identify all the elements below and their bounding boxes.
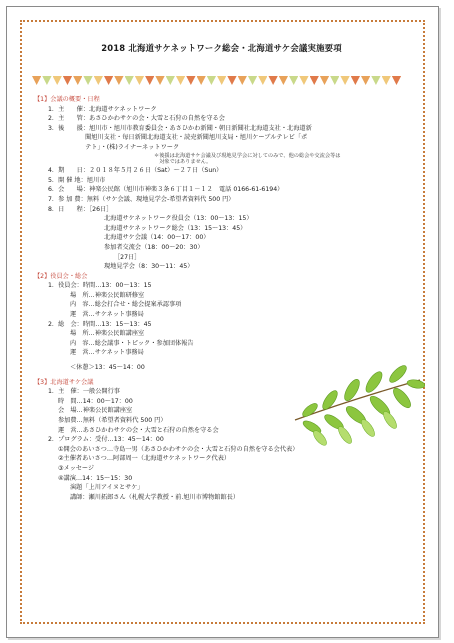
bunting-flag (248, 76, 257, 85)
body-line: 運 営…あさひかわサケの会・大雪と石狩の自然を守る会 (58, 426, 219, 434)
bunting-flag (53, 76, 62, 85)
body-line: テト」・(株)ライナーネットワーク (48, 143, 180, 151)
bunting-flag (104, 76, 113, 85)
bunting-flag (125, 76, 134, 85)
body-line: 内 容…総会議事・トピック・参加団体報告 (70, 339, 194, 347)
body-line: 2．総 会：時間…13：15～13：45 (48, 320, 152, 328)
section-heading: 【1】会議の概要・日程 (34, 96, 100, 103)
bunting-flag (258, 76, 267, 85)
body-line: 北海道サケネットワーク役員会（13：00～13：15） (104, 215, 253, 223)
body-line: 1．主 催：北海道サケネットワーク (48, 105, 157, 113)
body-line: 参加費…無料（希望者資料代 500 円） (58, 417, 167, 424)
bunting-flag (340, 76, 349, 85)
bunting-flag (207, 76, 216, 85)
bunting-flag (114, 76, 123, 85)
body-line: 6．会 場：神楽公民館（旭川市神楽３条６丁目１－１２ 電話 0166-61-6194） (48, 186, 284, 194)
body-line: 場 所…神楽公民館研修室 (70, 291, 145, 299)
bunting-flag (197, 76, 206, 85)
bunting-flag (351, 76, 360, 85)
body-line: 5．開 催 地：旭川市 (48, 176, 106, 184)
bunting-flag (392, 76, 401, 85)
bunting-flag (299, 76, 308, 85)
bunting-flag (289, 76, 298, 85)
body-line: ③メッセージ (58, 464, 95, 472)
bunting-flag (42, 76, 51, 85)
body-line: 現地見学会（8：30～11：45） (104, 263, 194, 271)
document-title: 2018 北海道サケネットワーク総会・北海道サケ会議実施要項 (101, 43, 342, 53)
note-line: 対象ではありません。 (154, 159, 212, 166)
body-line: ②主催者あいさつ…阿部周一（北海道サケネットワーク代表） (58, 455, 231, 463)
body-line: 時 間…14：00～17：00 (58, 397, 133, 405)
section-heading: 【2】役員会・総会 (34, 272, 88, 280)
bunting-decoration (32, 76, 402, 85)
bunting-flag (166, 76, 175, 85)
section-heading: 【3】北海道サケ会議 (34, 378, 94, 386)
bunting-flag (217, 76, 226, 85)
bunting-flag (268, 76, 277, 85)
body-line: 2．主 管：あさひかわサケの会・大雪と石狩の自然を守る会 (48, 115, 225, 123)
bunting-flag (279, 76, 288, 85)
bunting-flag (63, 76, 72, 85)
body-line: 3．後 援：旭川市・旭川市教育委員会・あさひかわ新聞・朝日新聞社北海道支社・北海道新 (48, 124, 312, 132)
body-line: 4．期 日：２０１８年５月２６日（Sat）～２７日（Sun） (48, 167, 223, 175)
bunting-flag (83, 76, 92, 85)
bunting-flag (238, 76, 247, 85)
body-line: 内 容…総会打合せ・総会提案承認事項 (70, 301, 182, 309)
bunting-flag (155, 76, 164, 85)
bunting-flag (135, 76, 144, 85)
body-line: 2．プログラム：受付…13：45～14：00 (48, 436, 164, 444)
leaf-illustration (290, 360, 425, 460)
bunting-flag (186, 76, 195, 85)
bunting-flag (330, 76, 339, 85)
body-line: 7．参 加 費：無料（サケ会議、現地見学会-希望者資料代 500 円） (48, 195, 235, 203)
note-line: ＊後援は北海道サケ会議及び現地見学会に対してのみで、他の総会や交流会等は (154, 152, 341, 159)
bunting-flag (73, 76, 82, 85)
bunting-flag (361, 76, 370, 85)
body-line: 参加者交流会（18：00～20：30） (104, 243, 204, 251)
body-line: 8．日 程：［26日］ (48, 205, 113, 213)
body-line: 北海道サケ会議（14：00～17：00） (104, 234, 210, 242)
body-line: 運 営…サケネット事務局 (70, 311, 144, 319)
body-line: 講師：瀬川拓郎さん（札幌大学教授・前.旭川市博物館館長） (70, 493, 240, 501)
bunting-flag (32, 76, 41, 85)
body-line: 会 場…神楽公民館講座室 (58, 407, 133, 415)
bunting-flag (145, 76, 154, 85)
body-line: 1．役員会：時間…13：00～13：15 (48, 282, 152, 290)
body-line: 聞旭川支社・毎日新聞北海道支社・読売新聞旭川支局・旭川ケーブルテレビ「ポ (48, 134, 308, 142)
bunting-flag (382, 76, 391, 85)
body-line: 演題「上川アイヌとサケ」 (70, 484, 144, 492)
body-line: 場 所…神楽公民館講座室 (70, 330, 145, 338)
bunting-flag (227, 76, 236, 85)
bunting-flag (176, 76, 185, 85)
body-line: 1．主 催：一般公開行事 (48, 388, 120, 396)
body-line: ＜休憩＞13：45～14：00 (70, 364, 145, 372)
body-line: 運 営…サケネット事務局 (70, 349, 144, 357)
bunting-flag (320, 76, 329, 85)
bunting-flag (94, 76, 103, 85)
bunting-flag (371, 76, 380, 85)
body-line: 北海道サケネットワーク総会（13：15～13：45） (104, 224, 247, 232)
body-line: ［27日］ (114, 253, 141, 261)
body-line: ①開会のあいさつ…寺島一男（あさひかわサケの会・大雪と石狩の自然を守る会代表） (58, 445, 299, 453)
body-line: ④講演…14：15～15：30 (58, 474, 133, 482)
bunting-flag (310, 76, 319, 85)
